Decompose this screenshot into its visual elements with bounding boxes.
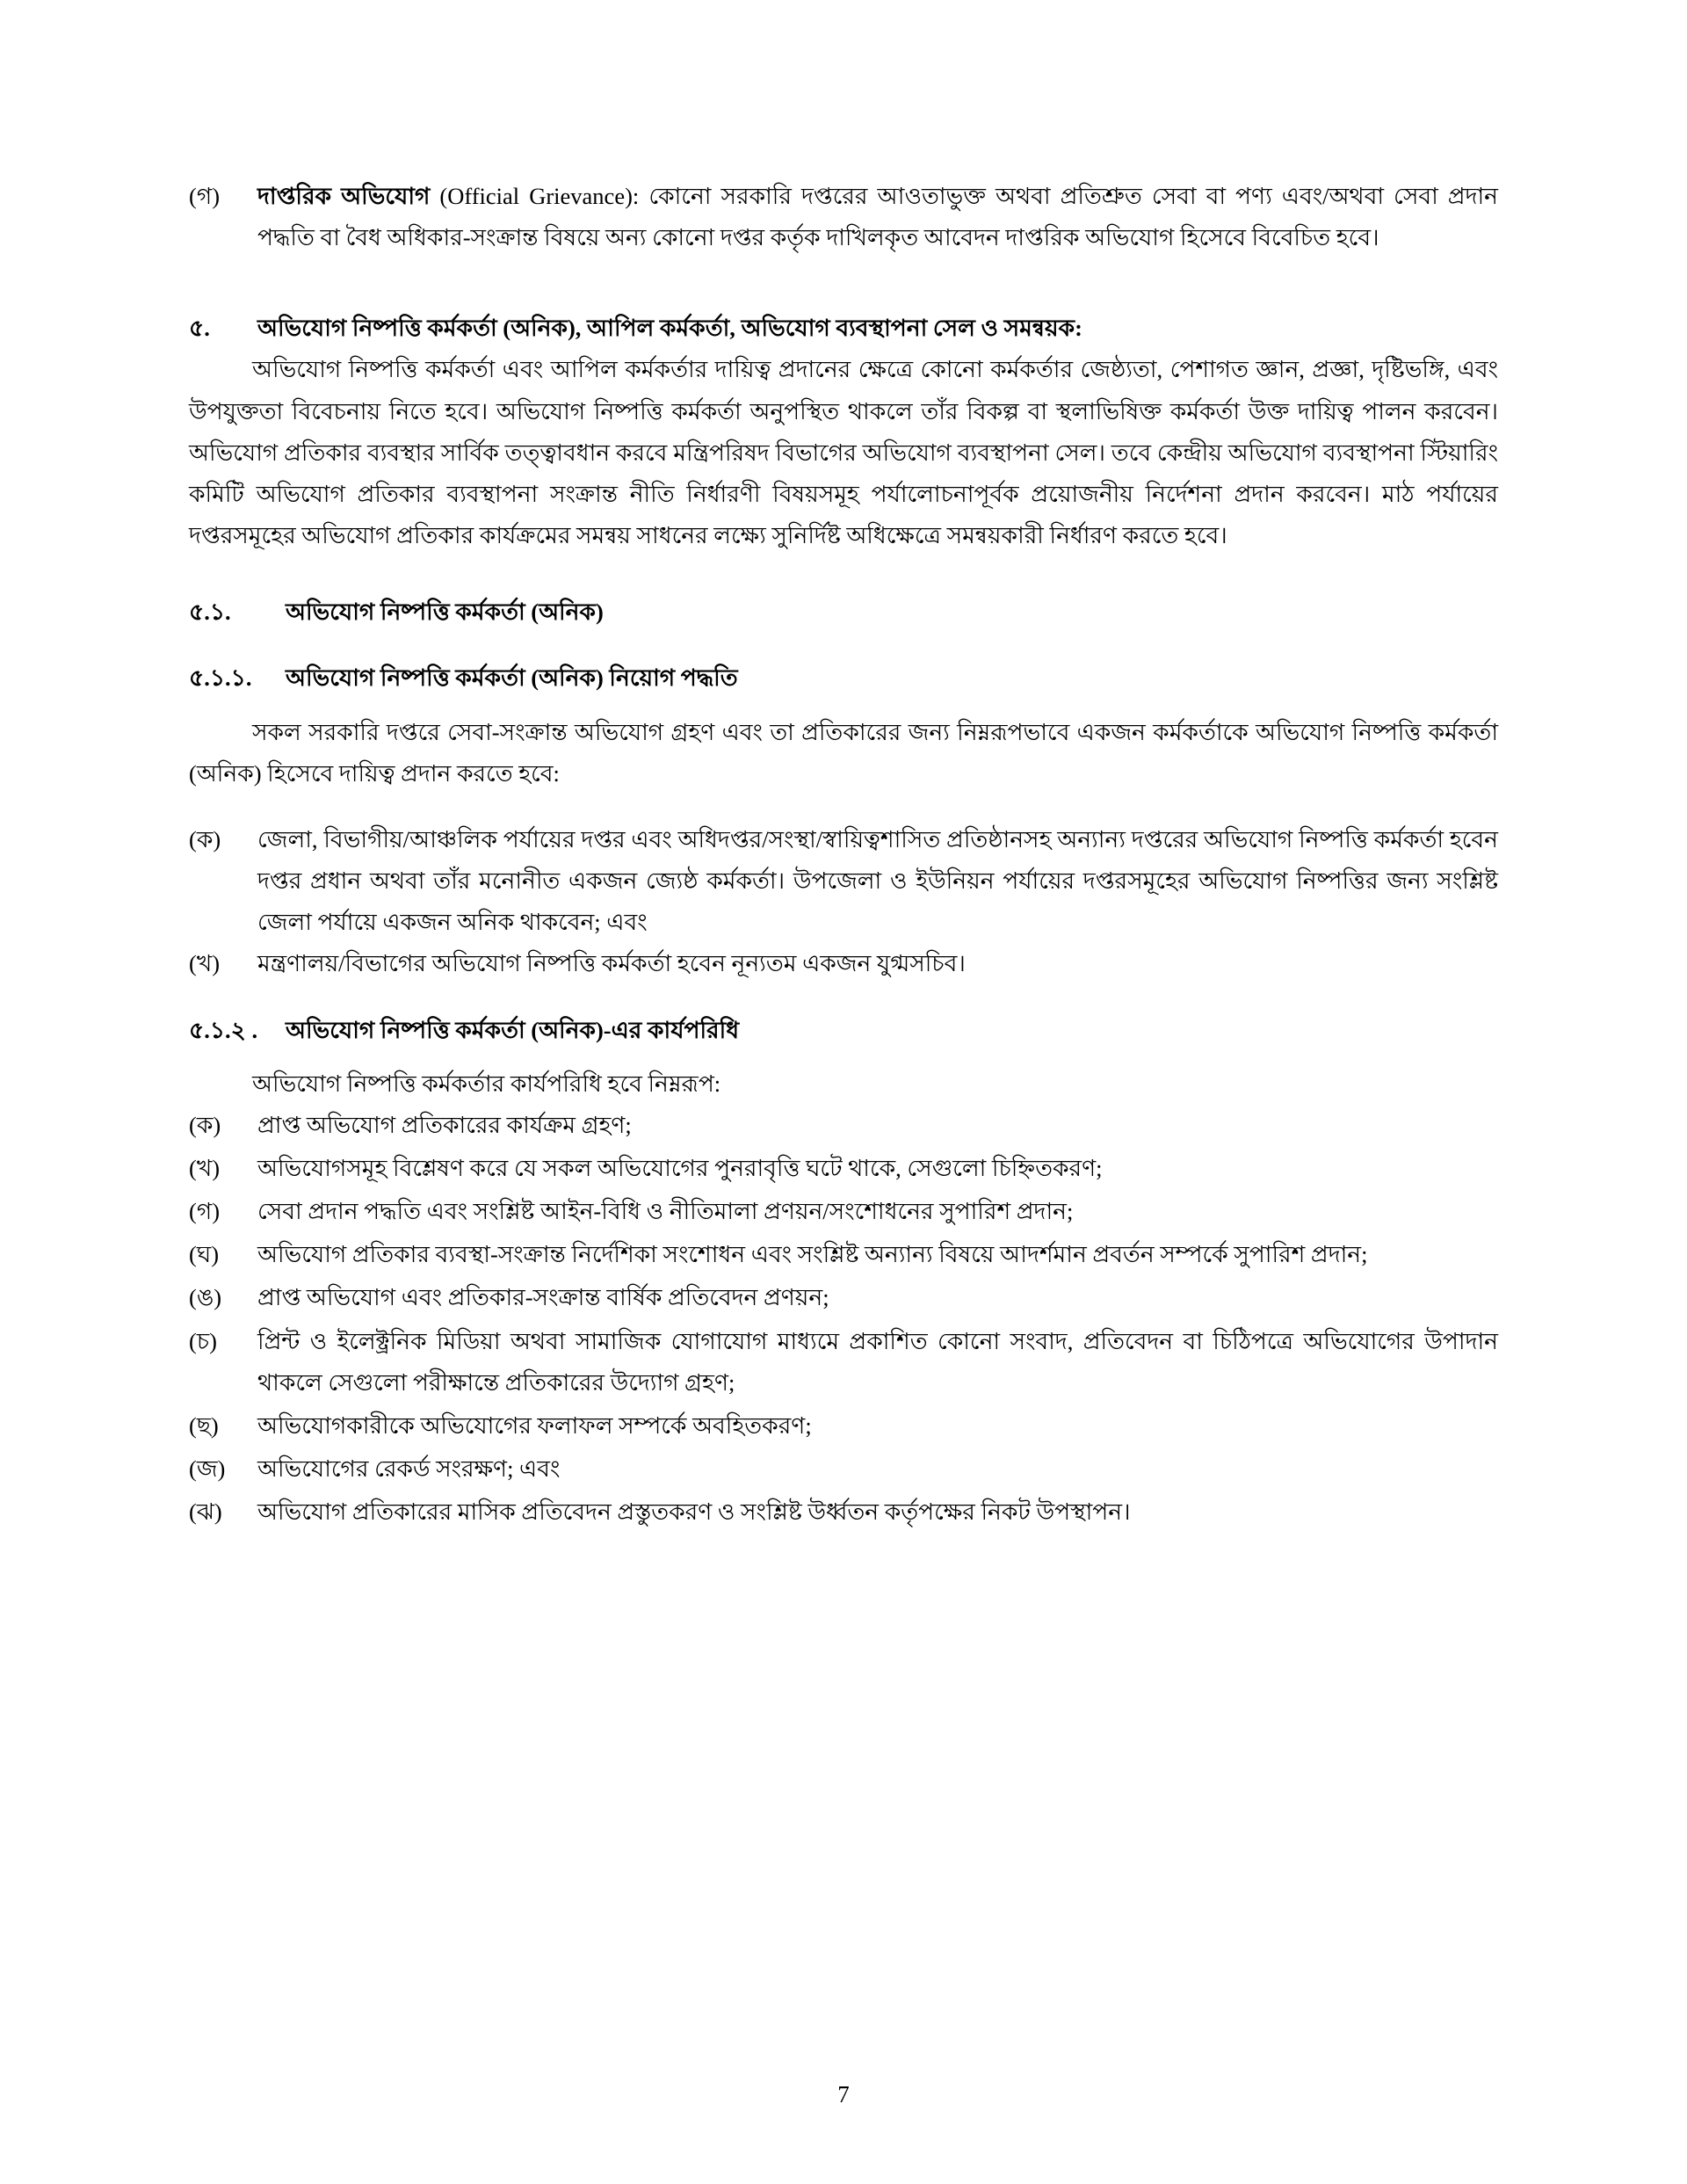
section-5-1-2-list [189, 1105, 1498, 1534]
list-item [189, 1148, 1498, 1189]
list-item [189, 1321, 1498, 1404]
list-item [189, 1277, 1498, 1318]
list-item-marker: (ক) [189, 825, 221, 853]
spacer [189, 556, 1498, 591]
list-item-marker: (খ) [189, 1154, 221, 1181]
list-item-text: জেলা, বিভাগীয়/আঞ্চলিক পর্যায়ের দপ্তর এবং অধিদপ্তর/সংস্থা/স্বায়িত্বশাসিত প্রতিষ্ঠানসহ অন্যান্য দপ্তরের অভিযোগ নিষ্পত্তি কর্মকর্তা হবেন দপ্তর প্রধান অথবা তাঁর মনোনীত একজন জ্যেষ্ঠ কর্মকর্তা। উপজেলা ও ইউনিয়ন পর্যায়ের দপ্তরসমূহের অভিযোগ নিষ্পত্তির জন্য সংশ্লিষ্ট জেলা পর্যায়ে একজন অনিক থাকবেন; এবং [257, 825, 1498, 936]
section-5-1-1-list [189, 819, 1498, 985]
clause-official-grievance [189, 176, 1498, 258]
clause-text [257, 176, 1498, 258]
list-item-marker: (ছ) [189, 1411, 219, 1439]
section-5-number: ৫. [189, 315, 210, 342]
list-item-text: অভিযোগ প্রতিকার ব্যবস্থা-সংক্রান্ত নির্দেশিকা সংশোধন এবং সংশ্লিষ্ট অন্যান্য বিষয়ে আদর্শমান প্রবর্তন সম্পর্কে সুপারিশ প্রদান; [257, 1241, 1368, 1268]
section-5-1-heading [189, 591, 1498, 633]
list-item-marker: (ঙ) [189, 1284, 222, 1311]
list-item-text: অভিযোগকারীকে অভিযোগের ফলাফল সম্পর্কে অবহিতকরণ; [257, 1411, 812, 1439]
section-5-1-2-number: ৫.১.২ . [189, 1016, 258, 1043]
clause-body-text: (Official Grievance): কোনো সরকারি দপ্তরের আওতাভুক্ত অথবা প্রতিশ্রুত সেবা বা পণ্য এবং/অথবা সেবা প্রদান পদ্ধতি বা বৈধ অধিকার-সংক্রান্ত বিষয়ে অন্য কোনো দপ্তর কর্তৃক দাখিলকৃত আবেদন দাপ্তরিক অভিযোগ হিসেবে বিবেচিত হবে। [257, 183, 1499, 251]
list-item [189, 943, 1498, 984]
list-item [189, 1191, 1498, 1232]
section-5-1-1-title: অভিযোগ নিষ্পত্তি কর্মকর্তা (অনিক) নিয়োগ পদ্ধতি [286, 664, 738, 692]
list-item [189, 1491, 1498, 1533]
clause-lead-term: দাপ্তরিক অভিযোগ [257, 183, 431, 209]
list-item [189, 1448, 1498, 1490]
spacer [189, 258, 1498, 308]
list-item [189, 1405, 1498, 1447]
section-5-title: অভিযোগ নিষ্পত্তি কর্মকর্তা (অনিক), আপিল কর্মকর্তা, অভিযোগ ব্যবস্থাপনা সেল ও সমন্বয়ক: [257, 315, 1082, 342]
section-5-1-1-body: সকল সরকারি দপ্তরে সেবা-সংক্রান্ত অভিযোগ গ্রহণ এবং তা প্রতিকারের জন্য নিম্নরূপভাবে একজন কর্মকর্তাকে অভিযোগ নিষ্পত্তি কর্মকর্তা (অনিক) হিসেবে দায়িত্ব প্রদান করতে হবে: [189, 718, 1498, 787]
spacer [189, 795, 1498, 819]
list-item-marker: (ঝ) [189, 1498, 222, 1526]
list-item-marker: (ক) [189, 1111, 221, 1138]
section-5-heading [189, 308, 1498, 349]
section-5-1-2-heading [189, 1010, 1498, 1051]
list-item-text: অভিযোগ প্রতিকারের মাসিক প্রতিবেদন প্রস্তুতকরণ ও সংশ্লিষ্ট উর্ধ্বতন কর্তৃপক্ষের নিকট উপস্থাপন। [257, 1498, 1131, 1526]
list-item-text: অভিযোগসমূহ বিশ্লেষণ করে যে সকল অভিযোগের পুনরাবৃত্তি ঘটে থাকে, সেগুলো চিহ্নিতকরণ; [257, 1154, 1103, 1181]
page-number: 7 [837, 2081, 850, 2108]
list-item-text: অভিযোগের রেকর্ড সংরক্ষণ; এবং [257, 1455, 561, 1483]
section-5-1-title: অভিযোগ নিষ্পত্তি কর্মকর্তা (অনিক) [286, 599, 604, 626]
list-item-text: সেবা প্রদান পদ্ধতি এবং সংশ্লিষ্ট আইন-বিধি ও নীতিমালা প্রণয়ন/সংশোধনের সুপারিশ প্রদান; [257, 1198, 1074, 1225]
spacer [189, 985, 1498, 1010]
section-5-1-1-number: ৫.১.১. [189, 664, 252, 692]
section-5-1-1-heading [189, 657, 1498, 699]
section-5-1-number: ৫.১. [189, 599, 231, 626]
spacer [189, 633, 1498, 657]
list-item-text: প্রাপ্ত অভিযোগ এবং প্রতিকার-সংক্রান্ত বার্ষিক প্রতিবেদন প্রণয়ন; [257, 1284, 829, 1311]
list-item-text: প্রিন্ট ও ইলেক্ট্রনিক মিডিয়া অথবা সামাজিক যোগাযোগ মাধ্যমে প্রকাশিত কোনো সংবাদ, প্রতিবেদন বা চিঠিপত্রে অভিযোগের উপাদান থাকলে সেগুলো পরীক্ষান্তে প্রতিকারের উদ্যোগ গ্রহণ; [257, 1327, 1498, 1396]
list-item-marker: (গ) [189, 1198, 221, 1225]
section-5-body: অভিযোগ নিষ্পত্তি কর্মকর্তা এবং আপিল কর্মকর্তার দায়িত্ব প্রদানের ক্ষেত্রে কোনো কর্মকর্তার জেষ্ঠ্যতা, পেশাগত জ্ঞান, প্রজ্ঞা, দৃষ্টিভঙ্গি, এবং উপযুক্ততা বিবেচনায় নিতে হবে। অভিযোগ নিষ্পত্তি কর্মকর্তা অনুপস্থিত থাকলে তাঁর বিকল্প বা স্থলাভিষিক্ত কর্মকর্তা উক্ত দায়িত্ব পালন করবেন। অভিযোগ প্রতিকার ব্যবস্থার সার্বিক তত্ত্বাবধান করবে মন্ত্রিপরিষদ বিভাগের অভিযোগ ব্যবস্থাপনা সেল। তবে কেন্দ্রীয় অভিযোগ ব্যবস্থাপনা স্টিয়ারিং কমিটি অভিযোগ প্রতিকার ব্যবস্থাপনা সংক্রান্ত নীতি নির্ধারণী বিষয়সমূহ পর্যালোচনাপূর্বক প্রয়োজনীয় নির্দেশনা প্রদান করবেন। মাঠ পর্যায়ের দপ্তরসমূহের অভিযোগ প্রতিকার কার্যক্রমের সমন্বয় সাধনের লক্ষ্যে সুনির্দিষ্ট অধিক্ষেত্রে সমন্বয়কারী নির্ধারণ করতে হবে। [189, 356, 1498, 549]
section-5-1-2-title: অভিযোগ নিষ্পত্তি কর্মকর্তা (অনিক)-এর কার্যপরিধি [286, 1016, 740, 1043]
list-item [189, 1105, 1498, 1146]
list-item-marker: (জ) [189, 1455, 226, 1483]
spacer [189, 700, 1498, 712]
list-item-marker: (খ) [189, 950, 221, 977]
list-item-marker: (ঘ) [189, 1241, 220, 1268]
list-item [189, 819, 1498, 943]
list-item [189, 1234, 1498, 1275]
list-item-text: মন্ত্রণালয়/বিভাগের অভিযোগ নিষ্পত্তি কর্মকর্তা হবেন নূন্যতম একজন যুগ্মসচিব। [257, 950, 966, 977]
spacer [189, 1051, 1498, 1063]
list-item-text: প্রাপ্ত অভিযোগ প্রতিকারের কার্যক্রম গ্রহণ; [257, 1111, 632, 1138]
section-5-1-2-body: অভিযোগ নিষ্পত্তি কর্মকর্তার কার্যপরিধি হবে নিম্নরূপ: [252, 1070, 721, 1097]
list-item-marker: (চ) [189, 1327, 217, 1354]
clause-marker: (গ) [189, 183, 221, 209]
